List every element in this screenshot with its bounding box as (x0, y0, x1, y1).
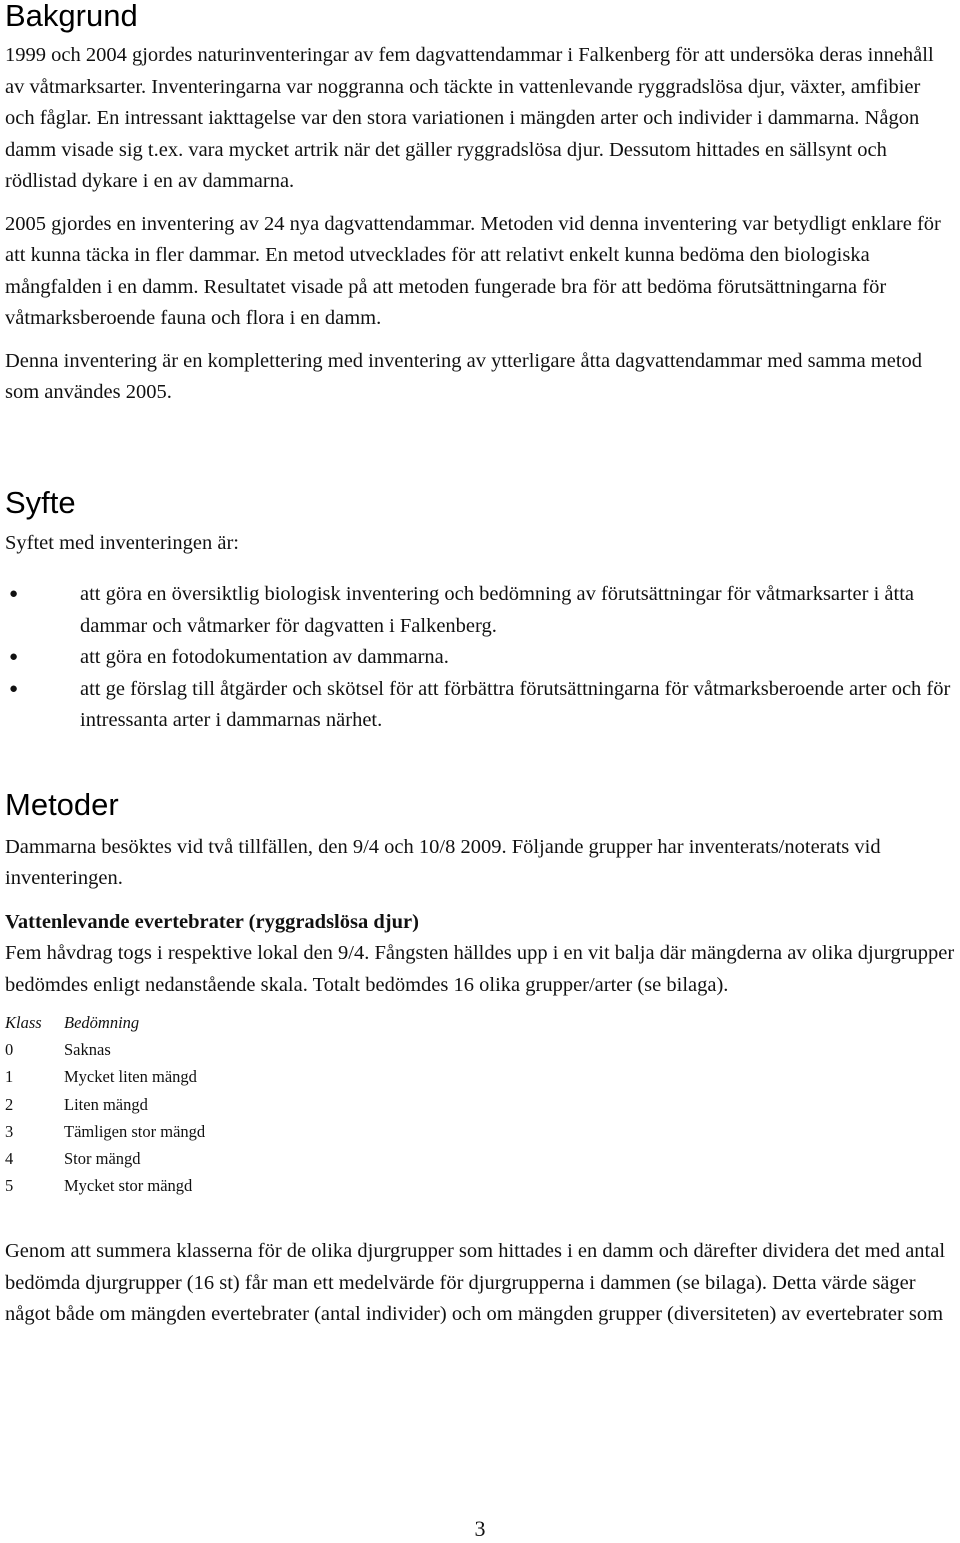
table-cell-bedomning: Saknas (64, 1040, 111, 1060)
page-number: 3 (474, 1516, 486, 1541)
table-row (5, 1149, 205, 1176)
table-cell-klass: 3 (5, 1121, 14, 1141)
table-row (5, 1040, 205, 1067)
bakgrund-paragraph-1: 1999 och 2004 gjordes naturinventeringar av fem dagvattendammar i Falkenberg för att undersöka deras innehåll av våtmarksarter. Inventeringarna var noggranna och täckte in vattenlevande ryggradslösa djur, växter, amfibier och fåglar. En intressant iakttagelse var den stora variationen i mängden arter och individer i dammarna. Någon damm visade sig t.ex. vara mycket artrik när det gäller ryggradslösa djur. Dessutom hittades en sällsynt och rödlistad dykare i en av dammarna. (5, 44, 934, 192)
table-cell-bedomning: Liten mängd (64, 1094, 148, 1114)
table-header-klass: Klass (5, 1013, 42, 1032)
list-item-text: att ge förslag till åtgärder och skötsel för att förbättra förutsättningarna för våtmarksberoende arter och för intressanta arter i dammarnas närhet. (80, 677, 951, 731)
list-item (5, 674, 955, 737)
heading-bakgrund: Bakgrund (5, 0, 138, 33)
table-cell-klass: 0 (5, 1040, 14, 1060)
table-cell-bedomning: Stor mängd (64, 1148, 141, 1168)
scale-table (5, 1013, 205, 1203)
list-item-text: att göra en översiktlig biologisk inventering och bedömning av förutsättningar för våtmarksarter i åtta dammar och våtmarker för dagvatten i Falkenberg. (80, 583, 915, 637)
metoder-subheading: Vattenlevande evertebrater (ryggradslösa djur) (5, 910, 419, 933)
table-cell-klass: 2 (5, 1094, 14, 1114)
table-cell-klass: 5 (5, 1176, 14, 1196)
bakgrund-paragraph-2: 2005 gjordes en inventering av 24 nya dagvattendammar. Metoden vid denna inventering var betydligt enklare för att kunna täcka in fler dammar. En metod utvecklades för att relativt enkelt kunna bedöma den biologiska mångfalden i en damm. Resultatet visade på att metoden fungerade bra för att bedöma förutsättningarna för våtmarksberoende fauna och flora i en damm. (5, 212, 941, 329)
metoder-paragraph-1: Dammarna besöktes vid två tillfällen, den 9/4 och 10/8 2009. Följande grupper har inventerats/noterats vid inventeringen. (5, 835, 881, 889)
table-row (5, 1095, 205, 1122)
syfte-intro: Syftet med inventeringen är: (5, 531, 239, 554)
table-row (5, 1176, 205, 1203)
bullet-icon: ● (9, 586, 19, 602)
heading-syfte: Syfte (5, 484, 76, 520)
list-item (5, 579, 955, 642)
bullet-icon: ● (9, 649, 19, 665)
list-item (5, 642, 955, 674)
table-header-bedomning: Bedömning (64, 1013, 140, 1032)
list-item-text: att göra en fotodokumentation av dammarna. (80, 646, 449, 668)
table-cell-bedomning: Mycket stor mängd (64, 1176, 193, 1196)
table-cell-klass: 4 (5, 1148, 14, 1168)
table-cell-bedomning: Tämligen stor mängd (64, 1121, 206, 1141)
document-page (5, 0, 955, 1331)
bullet-icon: ● (9, 680, 19, 697)
table-row (5, 1122, 205, 1149)
metoder-paragraph-3: Genom att summera klasserna för de olika djurgrupper som hittades i en damm och därefter dividera det med antal bedömda djurgrupper (16 st) får man ett medelvärde för djurgrupperna i dammen (se bilaga). Detta värde säger något både om mängden evertebrater (antal individer) och om mängden grupper (diversiteten) av evertebrater som (5, 1240, 946, 1326)
table-cell-klass: 1 (5, 1067, 14, 1087)
table-header-row (5, 1013, 205, 1040)
table-cell-bedomning: Mycket liten mängd (64, 1067, 197, 1087)
table-row (5, 1067, 205, 1094)
bakgrund-paragraph-3: Denna inventering är en komplettering med inventering av ytterligare åtta dagvattendammar med samma metod som användes 2005. (5, 349, 923, 403)
heading-metoder: Metoder (5, 786, 119, 822)
syfte-list (5, 579, 955, 737)
metoder-paragraph-2: Fem håvdrag togs i respektive lokal den 9/4. Fångsten hälldes upp i en vit balja där mängderna av olika djurgrupper bedömdes enligt nedanstående skala. Totalt bedömdes 16 olika grupper/arter (se bilaga). (5, 942, 955, 996)
